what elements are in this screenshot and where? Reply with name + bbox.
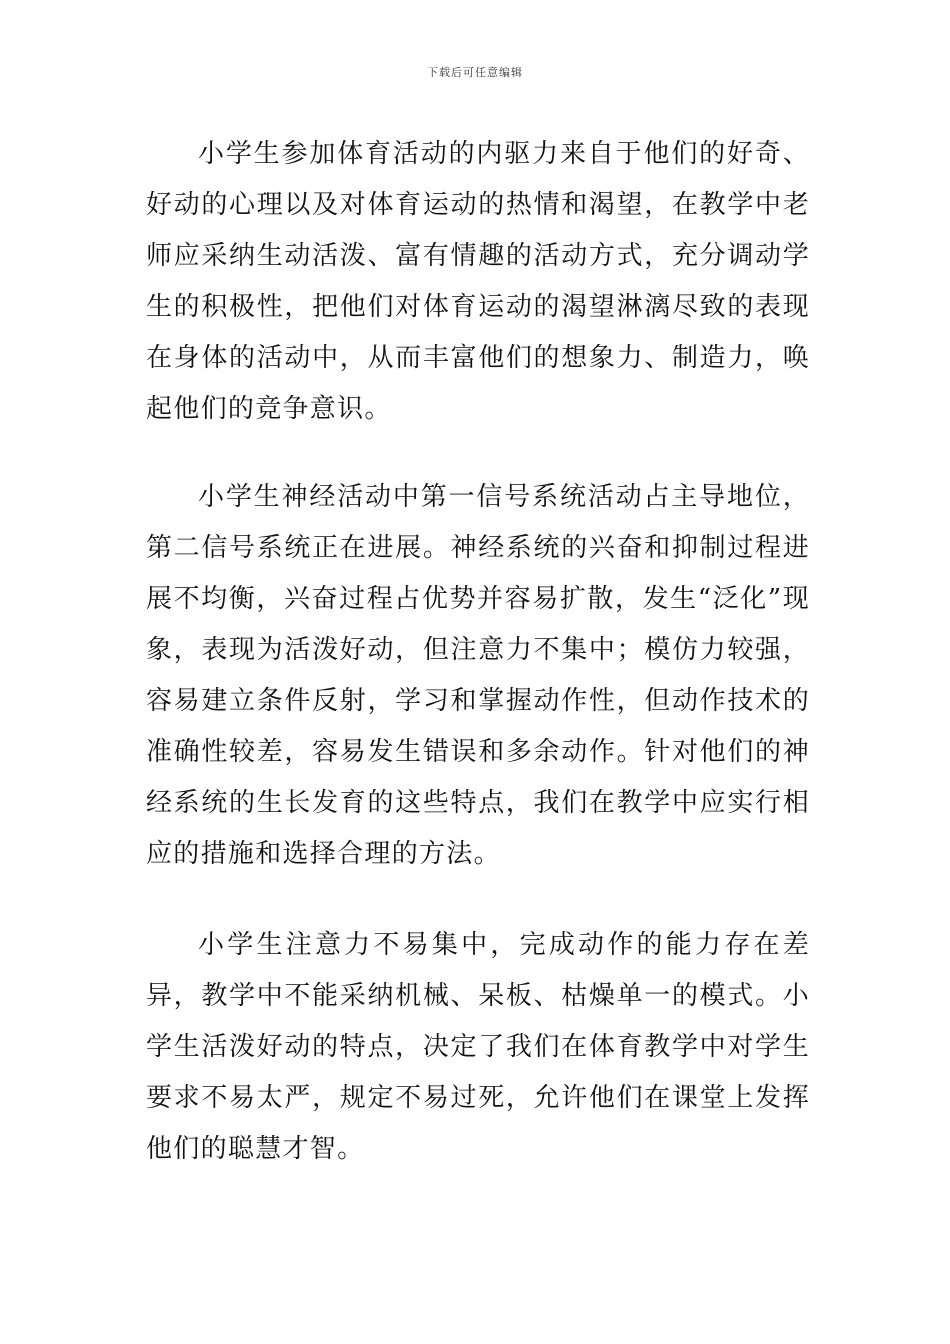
body-paragraph-1: 小学生参加体育活动的内驱力来自于他们的好奇、好动的心理以及对体育运动的热情和渴望，在教学中老师应采纳生动活泼、富有情趣的活动方式，充分调动学生的积极性，把他们对体育运动的渴望淋漓尽致的表现在身体的活动中，从而丰富他们的想象力、制造力，唤起他们的竞争意识。 [146,139,810,424]
body-paragraph-2: 小学生神经活动中第一信号系统活动占主导地位，第二信号系统正在进展。神经系统的兴奋和抑制过程进展不均衡，兴奋过程占优势并容易扩散，发生“泛化”现象，表现为活泼好动，但注意力不集中；模仿力较强，容易建立条件反射，学习和掌握动作性，但动作技术的准确性较差，容易发生错误和多余动作。针对他们的神经系统的生长发育的这些特点，我们在教学中应实行相应的措施和选择合理的方法。 [146,482,810,869]
body-paragraph-3: 小学生注意力不易集中，完成动作的能力存在差异，教学中不能采纳机械、呆板、枯燥单一的模式。小学生活泼好动的特点，决定了我们在体育教学中对学生要求不易太严，规定不易过死，允许他们在课堂上发挥他们的聪慧才智。 [146,930,810,1164]
page-header-note: 下载后可任意编辑 [427,66,523,79]
